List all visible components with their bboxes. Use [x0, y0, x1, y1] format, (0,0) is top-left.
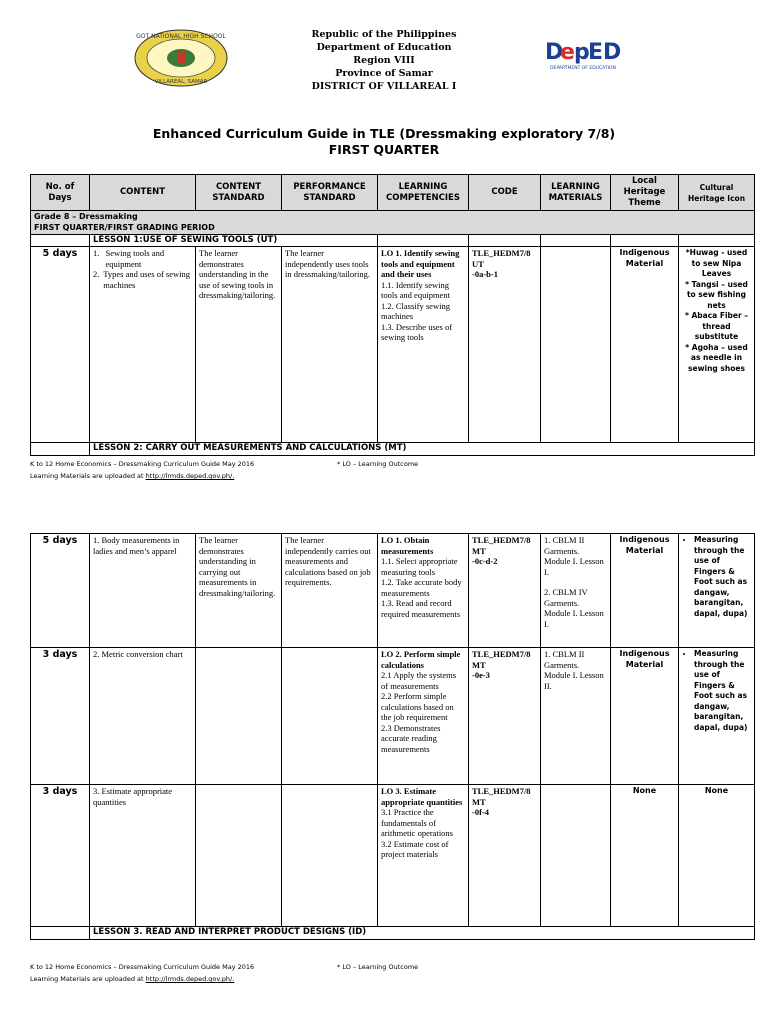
code-line: MT	[472, 659, 486, 670]
competency-item: 2.1 Apply the systems of measurements	[381, 670, 457, 691]
grade-label: Grade 8 – Dressmaking	[34, 212, 138, 221]
material-item: 1. CBLM II Garments. Module I. Lesson II.	[544, 649, 604, 691]
footer-lo-note: * LO – Learning Outcome	[337, 963, 419, 971]
material-item: 2. CBLM IV Garments. Module I. Lesson I.	[544, 587, 604, 629]
local-heritage-cell: Indigenous Material	[611, 648, 679, 785]
competency-item: 1.1. Select appropriate measuring tools	[381, 556, 458, 577]
performance-standard-cell: The learner independently uses tools in dressmaking/tailoring.	[282, 247, 378, 443]
svg-text:p: p	[574, 40, 590, 65]
col-header-days: No. of Days	[31, 175, 90, 211]
footer-materials-note	[30, 472, 234, 480]
col-header-learning-materials: LEARNING MATERIALS	[541, 175, 611, 211]
grading-period-label: FIRST QUARTER/FIRST GRADING PERIOD	[34, 222, 215, 232]
content-cell: 1. Sewing tools and equipment 2. Types and uses of sewing machines	[90, 247, 196, 443]
materials-cell	[541, 785, 611, 927]
empty-cell	[378, 235, 469, 247]
performance-standard-cell	[282, 785, 378, 927]
performance-standard-cell: The learner independently carries out measurements and calculations based on job requirements.	[282, 534, 378, 648]
competency-item: 1.2. Take accurate body measurements	[381, 577, 462, 598]
cultural-icon-item: * Tangsi – used to sew fishing nets	[685, 279, 748, 310]
lrmds-link[interactable]: http://lrmds.deped.gov.ph/.	[145, 472, 235, 480]
materials-cell	[541, 534, 611, 648]
code-line: MT	[472, 545, 486, 556]
document-title: Enhanced Curriculum Guide in TLE (Dressmaking exploratory 7/8)	[152, 126, 616, 141]
competency-item: 1.3. Read and record required measurements	[381, 598, 461, 619]
lo-title: LO 3. Estimate appropriate quantities	[381, 786, 463, 807]
days-cell: 5 days	[31, 534, 90, 648]
content-cell: 1. Body measurements in ladies and men’s apparel	[90, 534, 196, 648]
code-cell	[469, 534, 541, 648]
competencies-cell	[378, 247, 469, 443]
deped-logo	[543, 36, 623, 72]
empty-cell	[541, 235, 611, 247]
lo-title: LO 2. Perform simple calculations	[381, 649, 461, 670]
code-line: -0f-4	[472, 807, 489, 817]
content-standard-cell: The learner demonstrates understanding in carrying out measurements in dressmaking/tailoring.	[196, 534, 282, 648]
svg-text:GOT NATIONAL HIGH SCHOOL: GOT NATIONAL HIGH SCHOOL	[136, 33, 226, 40]
days-cell: 3 days	[31, 785, 90, 927]
competency-item: 1.2. Classify sewing machines	[381, 300, 450, 321]
svg-text:e: e	[560, 40, 575, 65]
code-line: TLE_HEDM7/8	[472, 248, 531, 258]
materials-cell	[541, 648, 611, 785]
header-line-republic: Republic of the Philippines	[311, 29, 457, 40]
lesson3-title: LESSON 3. READ AND INTERPRET PRODUCT DESIGNS (ID)	[90, 927, 755, 940]
code-cell	[469, 247, 541, 443]
cultural-icon-item: • Measuring through the use of Fingers & Foot such as dangaw, barangitan, dapal, dupa)	[694, 535, 751, 619]
materials-cell	[541, 247, 611, 443]
curriculum-table-1	[30, 174, 755, 456]
grade-period-row	[31, 211, 755, 235]
header-line-department: Department of Education	[316, 42, 452, 53]
competency-item: 2.2 Perform simple calculations based on the job requirement	[381, 691, 454, 722]
cultural-icon-cell	[679, 247, 755, 443]
content-cell: 3. Estimate appropriate quantities	[90, 785, 196, 927]
days-cell: 5 days	[31, 247, 90, 443]
header-line-region: Region VIII	[353, 55, 415, 66]
code-line: UT	[472, 258, 484, 269]
lesson1-title: LESSON 1:USE OF SEWING TOOLS (UT)	[90, 235, 378, 247]
svg-text:DEPARTMENT OF EDUCATION: DEPARTMENT OF EDUCATION	[550, 66, 616, 71]
footer-materials-note	[30, 975, 234, 983]
col-header-code: CODE	[469, 175, 541, 211]
cultural-icon-cell	[679, 534, 755, 648]
col-header-local-heritage: Local Heritage Theme	[611, 175, 679, 211]
content-item: Sewing tools and equipment	[105, 248, 165, 269]
svg-text:ED: ED	[588, 40, 622, 65]
col-header-learning-competencies: LEARNING COMPETENCIES	[378, 175, 469, 211]
content-standard-cell: The learner demonstrates understanding in the use of sewing tools in dressmaking/tailoring.	[196, 247, 282, 443]
table-row	[31, 648, 755, 785]
code-line: -0a-b-1	[472, 269, 498, 279]
lrmds-link[interactable]: http://lrmds.deped.gov.ph/.	[145, 975, 235, 983]
cultural-icon-item: * Abaca Fiber – thread substitute	[684, 311, 749, 341]
footer-lo-note: * LO – Learning Outcome	[337, 460, 419, 468]
cultural-icon-cell: None	[679, 785, 755, 927]
local-heritage-cell: Indigenous Material	[611, 534, 679, 648]
content-standard-cell	[196, 648, 282, 785]
lesson2-spacer	[31, 443, 90, 456]
lesson1-spacer	[31, 235, 90, 247]
quarter-title: FIRST QUARTER	[328, 142, 440, 157]
table-row	[31, 534, 755, 648]
content-item: Types and uses of sewing machines	[103, 269, 191, 290]
competency-item: 2.3 Demonstrates accurate reading measurements	[381, 722, 441, 754]
code-line: TLE_HEDM7/8	[472, 535, 531, 545]
cultural-icon-item: *Huwag - used to sew Nipa Leaves	[685, 248, 748, 278]
empty-cell	[611, 235, 679, 247]
competencies-cell	[378, 785, 469, 927]
competency-item: 3.1 Practice the fundamentals of arithmetic operations	[381, 807, 453, 838]
header-line-province: Province of Samar	[335, 68, 433, 79]
performance-standard-cell	[282, 648, 378, 785]
code-line: TLE_HEDM7/8	[472, 786, 531, 796]
cultural-icon-cell	[679, 648, 755, 785]
lo-title: LO 1. Obtain measurements	[381, 535, 434, 556]
competencies-cell	[378, 648, 469, 785]
lesson2-title: LESSON 2: CARRY OUT MEASUREMENTS AND CALCULATIONS (MT)	[90, 443, 755, 456]
days-cell: 3 days	[31, 648, 90, 785]
material-item: 1. CBLM II Garments. Module I. Lesson I.	[544, 535, 604, 577]
table-row	[31, 785, 755, 927]
cultural-icon-item: • Measuring through the use of Fingers & Foot such as dangaw, barangitan, dapal, dupa)	[694, 649, 751, 733]
footer-materials-prefix: Learning Materials are uploaded at	[30, 975, 146, 983]
col-header-performance-standard: PERFORMANCE STANDARD	[282, 175, 378, 211]
local-heritage-cell: Indigenous Material	[611, 247, 679, 443]
svg-text:D: D	[545, 40, 564, 65]
code-line: TLE_HEDM7/8	[472, 649, 531, 659]
lesson3-spacer	[31, 927, 90, 940]
col-header-content-standard: CONTENT STANDARD	[196, 175, 282, 211]
content-standard-cell	[196, 785, 282, 927]
empty-cell	[679, 235, 755, 247]
svg-text:VILLAREAL, SAMAR: VILLAREAL, SAMAR	[154, 79, 208, 85]
code-cell	[469, 648, 541, 785]
footer-guide-text: K to 12 Home Economics – Dressmaking Curriculum Guide May 2016	[30, 460, 255, 468]
code-cell	[469, 785, 541, 927]
code-line: -0c-d-2	[472, 556, 498, 566]
table-row	[31, 247, 755, 443]
curriculum-table-2	[30, 533, 755, 940]
competency-item: 1.3. Describe uses of sewing tools	[381, 321, 453, 342]
col-header-cultural-icon: Cultural Heritage Icon	[679, 175, 755, 211]
lo-title: LO 1. Identify sewing tools and equipment and their uses	[381, 248, 460, 279]
competencies-cell	[378, 534, 469, 648]
competency-item: 1.1. Identify sewing tools and equipment	[381, 279, 450, 300]
footer-guide-text: K to 12 Home Economics – Dressmaking Curriculum Guide May 2016	[30, 963, 255, 971]
content-cell: 2. Metric conversion chart	[90, 648, 196, 785]
competency-item: 3.2 Estimate cost of project materials	[381, 838, 449, 859]
code-line: MT	[472, 796, 486, 807]
col-header-content: CONTENT	[90, 175, 196, 211]
code-line: -0e-3	[472, 670, 490, 680]
footer-materials-prefix: Learning Materials are uploaded at	[30, 472, 146, 480]
local-heritage-cell: None	[611, 785, 679, 927]
header-line-district: DISTRICT OF VILLAREAL I	[311, 81, 457, 92]
cultural-icon-item: * Agoha – used as needle in sewing shoes	[685, 342, 748, 373]
empty-cell	[469, 235, 541, 247]
